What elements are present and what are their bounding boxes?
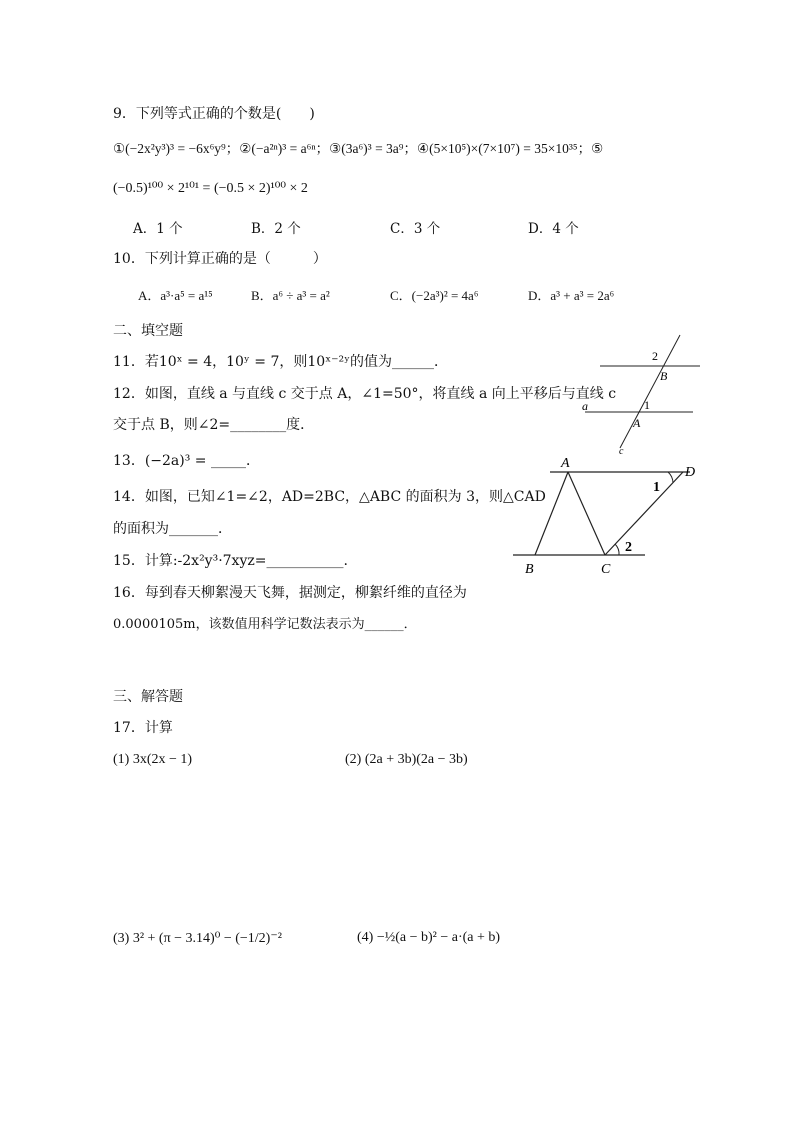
- q14-line2: 的面积为_______．: [113, 521, 232, 537]
- label-point-a: A: [633, 416, 641, 430]
- section-heading-solve: 三、解答题: [113, 689, 183, 705]
- label-b: B: [525, 562, 534, 577]
- label-angle-1: 1: [653, 480, 660, 495]
- figure-triangle-trapezoid: [505, 450, 705, 580]
- q11: 11．若10ˣ = 4，10ʸ = 7，则10ˣ⁻²ʸ的值为______．: [113, 354, 449, 370]
- label-angle-2: 2: [625, 540, 632, 555]
- q10-option-d: D．a³ + a³ = 2a⁶: [528, 288, 615, 303]
- angle-2-arc: [615, 544, 619, 555]
- q17-part3: (3) 3² + (π − 3.14)⁰ − (−1/2)⁻²: [113, 931, 282, 946]
- q17-stem: 17．计算: [113, 720, 173, 736]
- q9-option-a: A．1 个: [133, 221, 183, 237]
- q9-items-line: ①(−2x²y³)³ = −6x⁶y⁹；②(−a²ⁿ)³ = a⁶ⁿ；③(3a⁶)³ = 3a⁹；④(5×10⁵)×(7×10⁷) = 35×10³⁵；⑤: [113, 141, 604, 156]
- angle-1-arc: [668, 472, 673, 483]
- q15: 15．计算:-2x²y³·7xyz=___________.: [113, 553, 348, 569]
- q9-option-d: D．4 个: [528, 221, 579, 237]
- section-heading-fill-in: 二、填空题: [113, 323, 183, 339]
- q17-part4: (4) −½(a − b)² − a·(a + b): [357, 930, 501, 945]
- q14-line1: 14．如图，已知∠1=∠2，AD=2BC，△ABC 的面积为 3，则△CAD: [113, 489, 546, 505]
- q9-item5: (−0.5)¹⁰⁰ × 2¹⁰¹ = (−0.5 × 2)¹⁰⁰ × 2: [113, 181, 308, 196]
- q17-part2: (2) (2a + 3b)(2a − 3b): [345, 752, 468, 767]
- label-angle-2: 2: [652, 349, 658, 363]
- q10-option-c: C．(−2a³)² = 4a⁶: [390, 288, 479, 303]
- q9-option-c: C．3 个: [390, 221, 441, 237]
- label-line-c: c: [619, 446, 624, 455]
- q16-line1: 16．每到春天柳絮漫天飞舞，据测定，柳絮纤维的直径为: [113, 585, 467, 601]
- label-c: C: [601, 562, 611, 577]
- q16-line2: 0.0000105m，该数值用科学记数法表示为______．: [113, 617, 417, 632]
- q10-option-b: B．a⁶ ÷ a³ = a²: [251, 288, 330, 303]
- segment-ac: [568, 472, 605, 555]
- line-c: [620, 335, 680, 448]
- q12-line1: 12．如图，直线 a 与直线 c 交于点 A，∠1=50°，将直线 a 向上平移后与直线 c: [113, 386, 617, 402]
- label-angle-1: 1: [644, 398, 650, 412]
- label-point-b: B: [660, 369, 668, 383]
- q13: 13．(−2a)³ = _____．: [113, 453, 260, 469]
- figure-parallel-lines: [575, 330, 705, 455]
- q10-stem: 10．下列计算正确的是（ ）: [113, 251, 327, 267]
- segment-ab: [535, 472, 568, 555]
- q10-option-a: A．a³·a⁵ = a¹⁵: [138, 288, 213, 303]
- q9-option-b: B．2 个: [251, 221, 301, 237]
- q12-line2: 交于点 B，则∠2=________度．: [113, 417, 315, 433]
- label-d: D: [685, 465, 696, 480]
- q9-stem: 9．下列等式正确的个数是( ): [113, 106, 315, 122]
- segment-cd: [605, 472, 683, 555]
- label-a: A: [561, 456, 570, 471]
- label-line-a: a: [582, 399, 588, 413]
- q17-part1: (1) 3x(2x − 1): [113, 752, 193, 767]
